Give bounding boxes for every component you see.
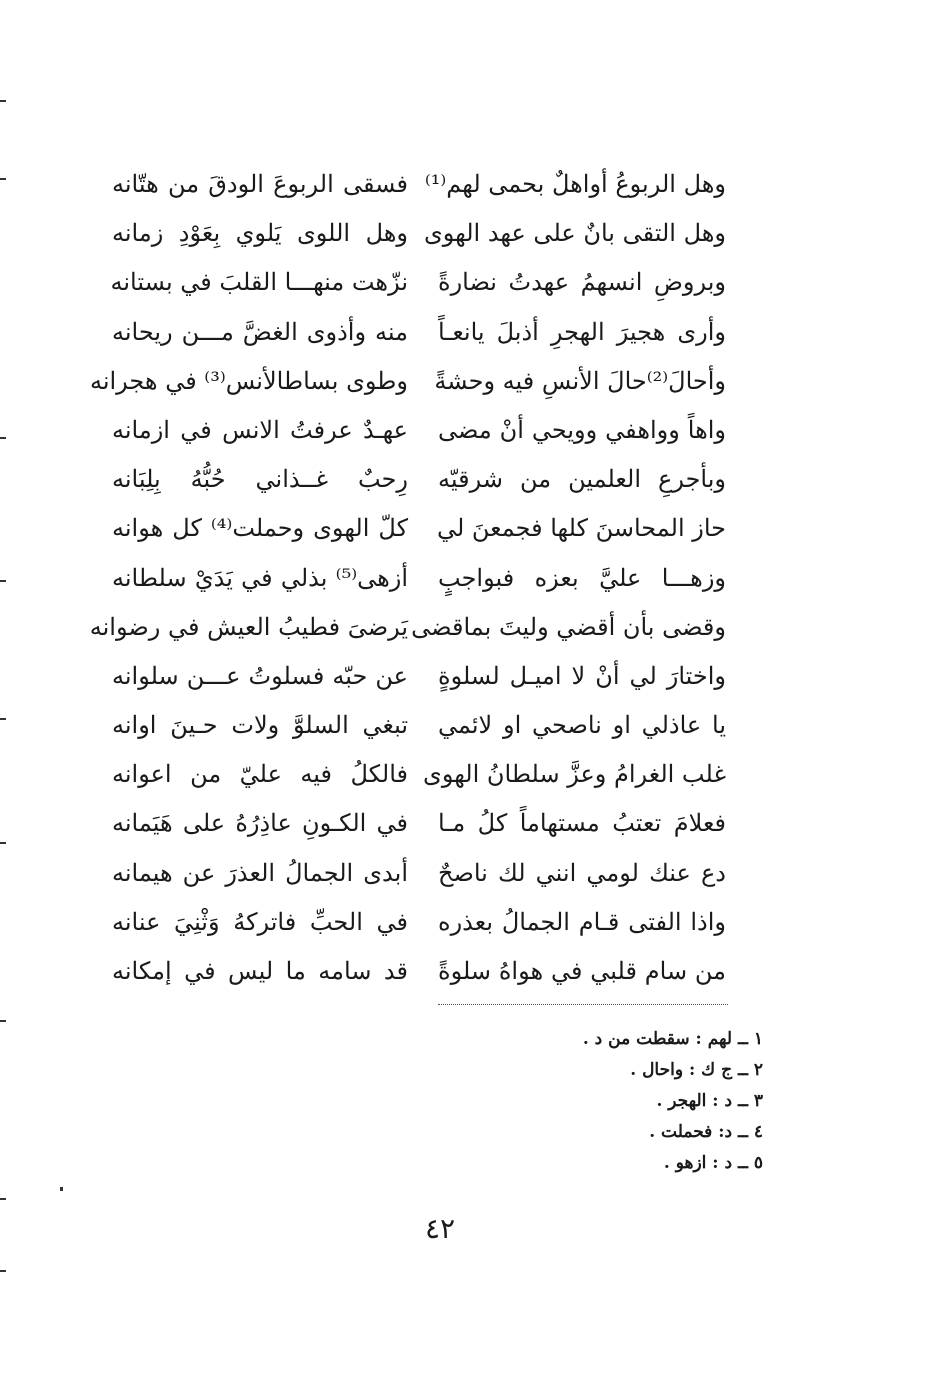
verse-line [0, 258, 943, 307]
verse-second-hemistich: في الكـونِ عاذِرُهُ على هَيَمانه [112, 809, 408, 838]
verse-line [0, 799, 943, 848]
verse-second-hemistich: وهل اللوى يَلوي بِعَوْدِ زمانه [112, 219, 408, 248]
verse-line [0, 357, 943, 406]
verse-line [0, 898, 943, 947]
poem-body [0, 160, 943, 996]
verse-second-hemistich: منه وأذوى الغضَّ مـــن ريحانه [112, 317, 408, 346]
verse-line [0, 849, 943, 898]
verse-first-hemistich: دع عنك لومي انني لك ناصحٌ [438, 858, 726, 887]
verse-second-hemistich: وطوى بساطالأنس⁽³⁾ في هجرانه [89, 366, 408, 395]
scan-edge-mark [0, 718, 6, 720]
verse-second-hemistich: تبغي السلوَّ ولات حـينَ اوانه [112, 711, 408, 740]
verse-first-hemistich: واختارَ لي أنْ لا اميـل لسلوةٍ [438, 661, 726, 690]
verse-line [0, 603, 943, 652]
verse-line [0, 554, 943, 603]
verse-first-hemistich: واهاً وواهفي وويحي أنْ مضى [438, 415, 726, 444]
verse-line [0, 504, 943, 553]
verse-second-hemistich: نزّهت منهـــا القلبَ في بستانه [110, 268, 408, 297]
verse-first-hemistich: وهل التقى بانٌ على عهد الهوى [423, 219, 726, 248]
footnote-item: ٤ ــ د: فحملت . [649, 1122, 763, 1142]
verse-first-hemistich: وهل الربوعُ أواهلٌ بحمى لهم⁽¹⁾ [424, 170, 726, 198]
verse-line [0, 160, 943, 209]
verse-line [0, 455, 943, 504]
footnote-item: ٥ ــ د : ازهو . [663, 1153, 763, 1173]
footnote-item: ١ ــ لهم : سقطت من د . [582, 1029, 763, 1049]
verse-line [0, 750, 943, 799]
verse-second-hemistich: رِحبٌ غــذاني حُبُّهُ بِلِبَانه [112, 465, 408, 494]
verse-first-hemistich: وبروضِ انسهمُ عهدتُ نضارةً [438, 268, 726, 297]
scan-edge-mark [0, 1020, 6, 1022]
scan-dust-mark [60, 1187, 63, 1191]
scan-edge-mark [0, 580, 6, 582]
verse-first-hemistich: وقضى بأن أقضي وليتَ بماقضى [411, 612, 726, 641]
scan-edge-mark [0, 178, 6, 180]
verse-line [0, 406, 943, 455]
verse-second-hemistich: قد سامه ما ليس في إمكانه [112, 957, 408, 985]
scan-edge-mark [0, 842, 6, 844]
verse-second-hemistich: عهـدٌ عرفتُ الانس في ازمانه [112, 415, 408, 444]
verse-first-hemistich: من سام قلبي في هواهُ سلوةً [438, 957, 726, 985]
page-number: ٤٢ [424, 1212, 456, 1245]
verse-first-hemistich: وزهـــا عليَّ بعزه فبواجبٍ [438, 563, 726, 592]
verse-second-hemistich: أزهى⁽⁵⁾ بذلي في يَدَيْ سلطانه [112, 563, 408, 592]
verse-first-hemistich: وأرى هجيرَ الهجرِ أذبلَ يانعـاً [438, 317, 726, 346]
verse-first-hemistich: حاز المحاسنَ كلها فجمعنَ لي [436, 514, 726, 543]
verse-second-hemistich: يَرضىَ فطيبُ العيش في رضوانه [89, 612, 408, 641]
footnote-separator [438, 1004, 728, 1005]
verse-line [0, 652, 943, 701]
scan-edge-mark [0, 1270, 6, 1272]
verse-second-hemistich: كلّ الهوى وحملت⁽⁴⁾ كل هوانه [112, 514, 408, 543]
footnote-item: ٣ ــ د : الهجر . [656, 1091, 763, 1111]
scan-edge-mark [0, 1198, 6, 1200]
verse-second-hemistich: فسقى الربوعَ الودقَ من هتّانه [112, 170, 408, 198]
verse-second-hemistich: فالكلُ فيه عليّ من اعوانه [112, 760, 408, 789]
verse-first-hemistich: وأحالَ⁽²⁾حالَ الأنسِ فيه وحشةً [434, 366, 726, 395]
verse-line [0, 701, 943, 750]
verse-first-hemistich: يا عاذلي او ناصحي او لائمي [438, 711, 726, 740]
scan-edge-mark [0, 437, 6, 439]
scan-edge-mark [0, 100, 6, 102]
verse-second-hemistich: عن حبّه فسلوتُ عـــن سلوانه [112, 661, 408, 690]
verse-line [0, 947, 943, 996]
verse-second-hemistich: أبدى الجمالُ العذرَ عن هيمانه [112, 858, 408, 887]
verse-line [0, 209, 943, 258]
verse-first-hemistich: فعلامَ تعتبُ مستهاماً كلُ مـا [438, 809, 726, 838]
verse-first-hemistich: واذا الفتى قـام الجمالُ بعذره [438, 907, 726, 936]
verse-first-hemistich: غلب الغرامُ وعزَّ سلطانُ الهوى [423, 760, 726, 789]
verse-line [0, 308, 943, 357]
verse-first-hemistich: وبأجرعِ العلمين من شرقيّه [438, 465, 726, 494]
footnote-item: ٢ ــ ج ك : واحال . [630, 1060, 763, 1080]
verse-second-hemistich: في الحبِّ فاتركهُ وَثْنِيَ عنانه [112, 907, 408, 936]
